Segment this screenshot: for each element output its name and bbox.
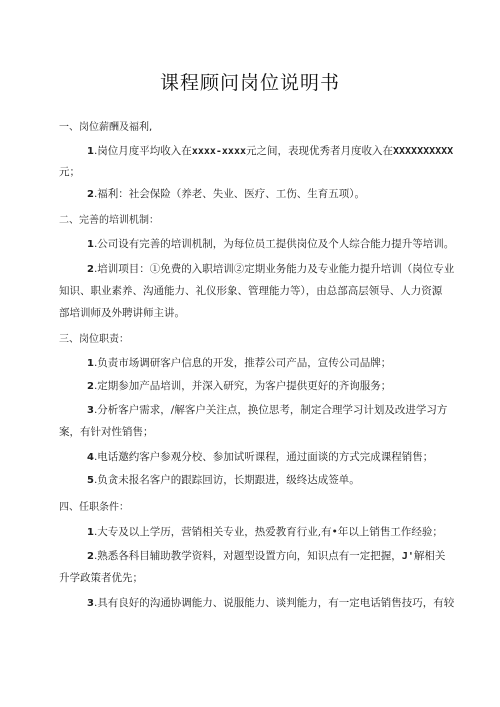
salary-item-2 (87, 187, 459, 202)
item-number: 3 (87, 405, 94, 416)
item-text: .负责市场调研客户信息的开发，推荐公司产品，宣传公司品牌； (93, 357, 392, 369)
item-text: .电话邀约客户参观分校、参加试听课程，通过面谈的方式完成课程销售； (93, 451, 434, 463)
item-text: .大专及以上学历，营销相关专业，热爱教育行业,有•年以上销售工作经验； (93, 526, 443, 538)
item-number: 1 (87, 239, 94, 250)
item-number: 4 (87, 452, 94, 463)
item-number: 2 (87, 381, 94, 392)
item-number: 1 (87, 146, 94, 157)
item-number: 2 (87, 551, 94, 562)
item-text: .定期参加产品培训，并深入研究，为客户提供更好的齐询服务； (93, 380, 392, 392)
duty-item-1 (87, 356, 459, 371)
requirement-item-1 (87, 525, 459, 540)
section-heading-salary: 一、岗位薪酬及福利, (59, 122, 153, 133)
duty-item-3-line-2: 案，有针对性销售； (59, 426, 154, 438)
item-number: 1 (87, 527, 94, 538)
item-text: .培训项目：①免费的入职培训②定期业务能力及专业能力提升培训（岗位专业 (93, 263, 455, 275)
item-text: .福利：社会保险（养老、失业、医疗、工伤、生育五项）。 (93, 188, 366, 200)
item-number: 5 (87, 475, 94, 486)
item-text: .岗位月度平均收入在 (93, 145, 192, 157)
duty-item-2 (87, 379, 459, 394)
item-number: 3 (87, 598, 94, 609)
item-text: 解相关 (413, 550, 446, 562)
item-text: 元之间，表现优秀者月度收入在 (246, 145, 393, 157)
duty-item-5 (87, 473, 459, 488)
section-heading-requirements: 四、任职条件： (59, 502, 129, 513)
duty-item-4 (87, 450, 459, 465)
duty-item-3 (87, 403, 459, 418)
training-item-2-line-2: 知识、职业素养、沟通能力、礼仪形象、管理能力等），由总部高层领导、人力资源 (59, 285, 443, 297)
requirement-item-2-line-2: 升学政策者优先； (59, 572, 143, 584)
item-number: 2 (87, 264, 94, 275)
section-heading-training: 二、完善的培训机制： (59, 215, 159, 226)
item-text: .熟悉各科目辅助教学资料，对题型设置方向，知识点有一定把握， (93, 550, 402, 562)
requirement-item-2 (87, 549, 459, 564)
item-number: 2 (87, 189, 94, 200)
item-text: .具有良好的沟通协调能力、说服能力、谈判能力，有一定电话销售技巧，有较 (93, 597, 455, 609)
item-text: .公司设有完善的培训机制，为每位员工提供岗位及个人综合能力提升等培训。 (93, 238, 455, 250)
section-heading-duties: 三、岗位职责： (59, 334, 129, 345)
salary-item-1 (87, 144, 459, 159)
ocr-fragment: J' (401, 551, 414, 562)
item-text: .分析客户需求，/解客户关注点，换位思考，制定合理学习计划及改进学习方 (93, 404, 448, 416)
item-number: 1 (87, 358, 94, 369)
document-title: 课程顾问岗位说明书 (159, 72, 340, 94)
item-text: .负贪未报名客户的跟踪回访，长期跟进，级终达成签单。 (93, 474, 360, 486)
training-item-2-line-3: 部培训师及外聘讲师主讲。 (59, 307, 185, 319)
salary-top: XXXXXXXXXX (393, 146, 454, 157)
training-item-2 (87, 262, 459, 277)
requirement-item-3 (87, 596, 459, 611)
training-item-1 (87, 237, 459, 252)
salary-range: xxxx-xxxx (191, 146, 246, 157)
salary-item-1-cont: 元； (59, 166, 80, 178)
